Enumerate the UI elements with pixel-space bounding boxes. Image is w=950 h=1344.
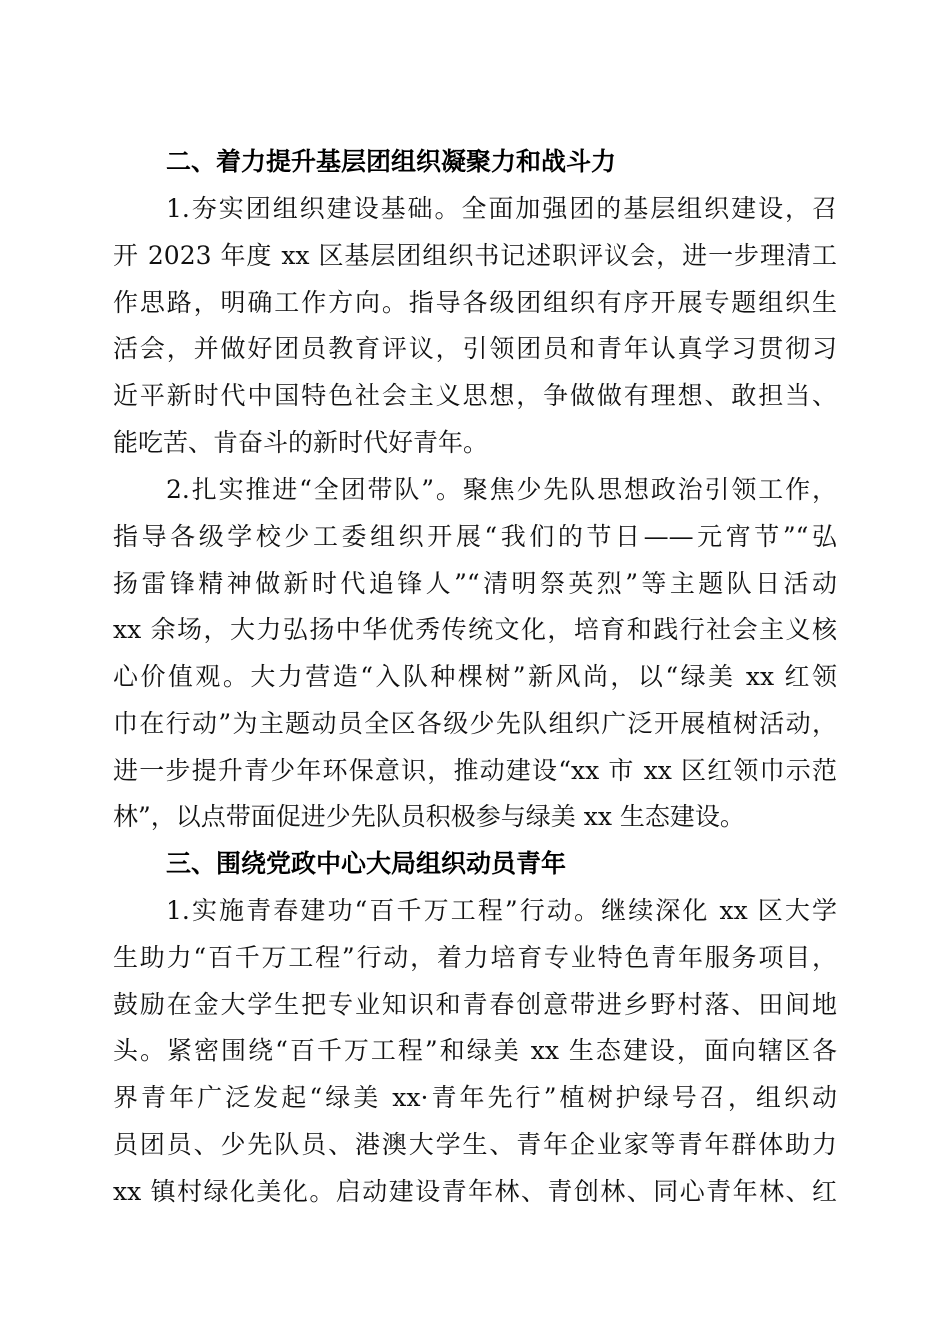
paragraph-line: 指导各级学校少工委组织开展“我们的节日——元宵节”“弘 [113, 522, 837, 551]
section-heading-3: 三、围绕党政中心大局组织动员青年 [166, 849, 567, 878]
paragraph-line: xx 余场，大力弘扬中华优秀传统文化，培育和践行社会主义核 [113, 615, 837, 644]
paragraph-line: 扬雷锋精神做新时代追锋人”“清明祭英烈”等主题队日活动 [113, 569, 837, 598]
paragraph-line: 生助力“百千万工程”行动，着力培育专业特色青年服务项目， [113, 943, 837, 972]
paragraph-line: 1.夯实团组织建设基础。全面加强团的基层组织建设，召 [166, 194, 837, 223]
paragraph-line: 林”，以点带面促进少先队员积极参与绿美 xx 生态建设。 [113, 802, 745, 831]
paragraph-line: 巾在行动”为主题动员全区各级少先队组织广泛开展植树活动， [113, 709, 837, 738]
paragraph-line: 能吃苦、肯奋斗的新时代好青年。 [113, 428, 489, 457]
paragraph-line: 作思路，明确工作方向。指导各级团组织有序开展专题组织生 [113, 288, 837, 317]
paragraph-line: 心价值观。大力营造“入队种棵树”新风尚，以“绿美 xx 红领 [113, 662, 837, 691]
paragraph-line: 头。紧密围绕“百千万工程”和绿美 xx 生态建设，面向辖区各 [113, 1036, 837, 1065]
section-heading-2: 二、着力提升基层团组织凝聚力和战斗力 [166, 147, 617, 176]
paragraph-line: 鼓励在金大学生把专业知识和青春创意带进乡野村落、田间地 [113, 990, 837, 1019]
paragraph-line: 员团员、少先队员、港澳大学生、青年企业家等青年群体助力 [113, 1130, 837, 1159]
paragraph-line: 2.扎实推进“全团带队”。聚焦少先队思想政治引领工作， [166, 475, 837, 504]
paragraph-line: 活会，并做好团员教育评议，引领团员和青年认真学习贯彻习 [113, 334, 837, 363]
paragraph-line: 1.实施青春建功“百千万工程”行动。继续深化 xx 区大学 [166, 896, 837, 925]
paragraph-line: 开 2023 年度 xx 区基层团组织书记述职评议会，进一步理清工 [113, 241, 837, 270]
paragraph-line: 近平新时代中国特色社会主义思想，争做做有理想、敢担当、 [113, 381, 837, 410]
paragraph-line: xx 镇村绿化美化。启动建设青年林、青创林、同心青年林、红 [113, 1177, 837, 1206]
paragraph-line: 界青年广泛发起“绿美 xx·青年先行”植树护绿号召，组织动 [113, 1083, 837, 1112]
paragraph-line: 进一步提升青少年环保意识，推动建设“xx 市 xx 区红领巾示范 [113, 756, 837, 785]
